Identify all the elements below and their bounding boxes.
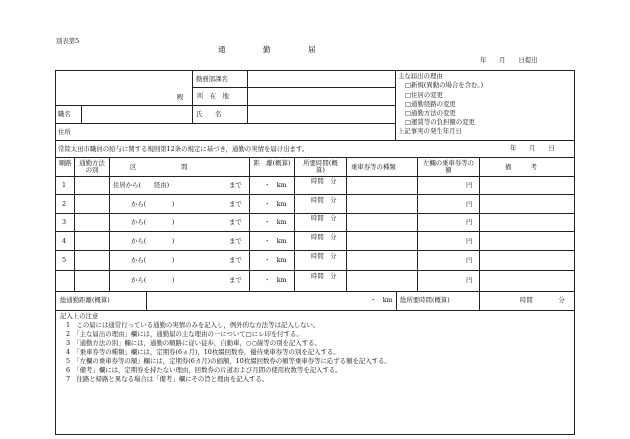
reason-new[interactable]: □新規(異動の場合を含む。) (405, 81, 484, 89)
amount-value[interactable]: 円 (466, 256, 473, 264)
total-time-value[interactable]: 時間 分 (520, 296, 565, 304)
header-order: 順路 (58, 159, 72, 167)
distance-value[interactable]: ・ km (264, 237, 287, 245)
section-from[interactable]: から( ) (131, 200, 175, 208)
reason-route[interactable]: □通勤経路の変更 (405, 100, 456, 108)
note-item: 5 「左欄の乗車券等の額」欄には，定期券(6カ月)の価額，10枚綴回数券の額等乗車券等に応ずる額を記入する。 (66, 357, 391, 365)
reason-residence[interactable]: □住居の変更 (405, 91, 443, 99)
location-field[interactable] (249, 89, 393, 104)
header-time: 所要時間(概 算) (303, 159, 345, 174)
amount-value[interactable]: 円 (466, 276, 473, 284)
row-number: 3 (62, 218, 67, 226)
dept-field[interactable] (249, 72, 393, 86)
reason-fare[interactable]: □運賃等の負担額の変更 (405, 118, 475, 126)
location-label: 所 在 地 (197, 92, 229, 100)
amount-value[interactable]: 円 (466, 237, 473, 245)
header-ticket-amount: 左欄の乗車券等の額 (422, 159, 475, 174)
name-field[interactable] (249, 107, 393, 122)
declaration: 常陸太田市職員の給与に関する規則第12条の規定に基づき，通勤の実情を届け出ます。 (58, 145, 309, 153)
row-number: 4 (62, 237, 67, 245)
distance-value[interactable]: ・ km (264, 200, 287, 208)
page-title: 通 勤 届 (218, 45, 316, 54)
time-value[interactable]: 時間 分 (311, 196, 337, 204)
section-to: まで (229, 200, 242, 208)
note-item: 2 「主な届出の理由」欄には，通勤届の主な理由の一について□にレ印を付する。 (66, 330, 303, 338)
header-distance: 距 離(概算) (253, 159, 291, 167)
time-value[interactable]: 時間 分 (311, 233, 337, 241)
position-field[interactable] (83, 107, 190, 122)
distance-value[interactable]: ・ km (264, 276, 287, 284)
section-from[interactable]: から( ) (131, 256, 175, 264)
section-from[interactable]: から( ) (131, 276, 175, 284)
amount-value[interactable]: 円 (466, 218, 473, 226)
amount-value[interactable]: 円 (466, 200, 473, 208)
header-ticket-type: 乗車券等の種類 (351, 163, 396, 171)
time-value[interactable]: 時間 分 (311, 252, 337, 260)
section-from[interactable]: 住居から( 経由) (113, 181, 170, 189)
row-number: 5 (62, 256, 67, 264)
submission-date: 年 月 日提出 (480, 56, 538, 64)
row-number: 1 (62, 181, 67, 189)
note-item: 6 「備考」欄には，定期券を持たない理由，回数券の片道および月間の使用枚数等を記入する。 (66, 366, 342, 374)
reasons-heading: 主な届出の理由 (398, 72, 443, 80)
address-field[interactable] (83, 125, 393, 139)
address-label: 住所 (58, 128, 71, 136)
distance-value[interactable]: ・ km (264, 218, 287, 226)
time-value[interactable]: 時間 分 (311, 214, 337, 222)
header-section: 区 間 (130, 163, 188, 171)
position-label: 職名 (58, 110, 71, 118)
section-from[interactable]: から( ) (131, 218, 175, 226)
section-to: まで (229, 181, 242, 189)
notes-heading: 記入上の注意 (60, 312, 99, 320)
time-value[interactable]: 時間 分 (311, 177, 337, 185)
section-to: まで (229, 237, 242, 245)
note-item: 3 「通勤方法の別」欄には，通勤の順路に従い徒歩，自動車，○○線等の別を記入する。 (66, 339, 321, 347)
total-time-label: 総所要時間(概算) (400, 296, 450, 304)
header-remarks: 備 考 (505, 163, 537, 171)
form-number: 別表第5 (56, 37, 80, 45)
row-number: 2 (62, 200, 67, 208)
addressee-suffix: 殿 (177, 93, 184, 101)
occurrence-date[interactable]: 年 月 日 (510, 144, 555, 152)
occurrence-label: 上記事実の発生年月日 (398, 127, 462, 135)
section-to: まで (229, 218, 242, 226)
section-to: まで (229, 276, 242, 284)
note-item: 1 この届には通常行っている通勤の実情のみを記入し，例外的な方法等は記入しない。 (66, 321, 320, 329)
total-distance-label: 総通勤距離(概算) (60, 296, 110, 304)
header-method: 通勤方法の別 (79, 159, 105, 174)
time-value[interactable]: 時間 分 (311, 272, 337, 280)
name-label: 氏 名 (196, 110, 222, 118)
distance-value[interactable]: ・ km (264, 256, 287, 264)
total-distance-value[interactable]: ・ km (370, 296, 393, 304)
dept-label: 勤務部課名 (196, 75, 228, 83)
section-from[interactable]: から( ) (131, 237, 175, 245)
amount-value[interactable]: 円 (466, 181, 473, 189)
note-item: 4 「乗車券等の種類」欄には，定期券(6ヵ月)，10枚綴回数券，優待乗車券等の別を記入する。 (66, 348, 340, 356)
note-item: 7 往路と帰路と異なる場合は「備考」欄にその旨と理由を記入する。 (66, 375, 269, 383)
reason-method[interactable]: □通勤方法の変更 (405, 109, 456, 117)
section-to: まで (229, 256, 242, 264)
distance-value[interactable]: ・ km (264, 181, 287, 189)
